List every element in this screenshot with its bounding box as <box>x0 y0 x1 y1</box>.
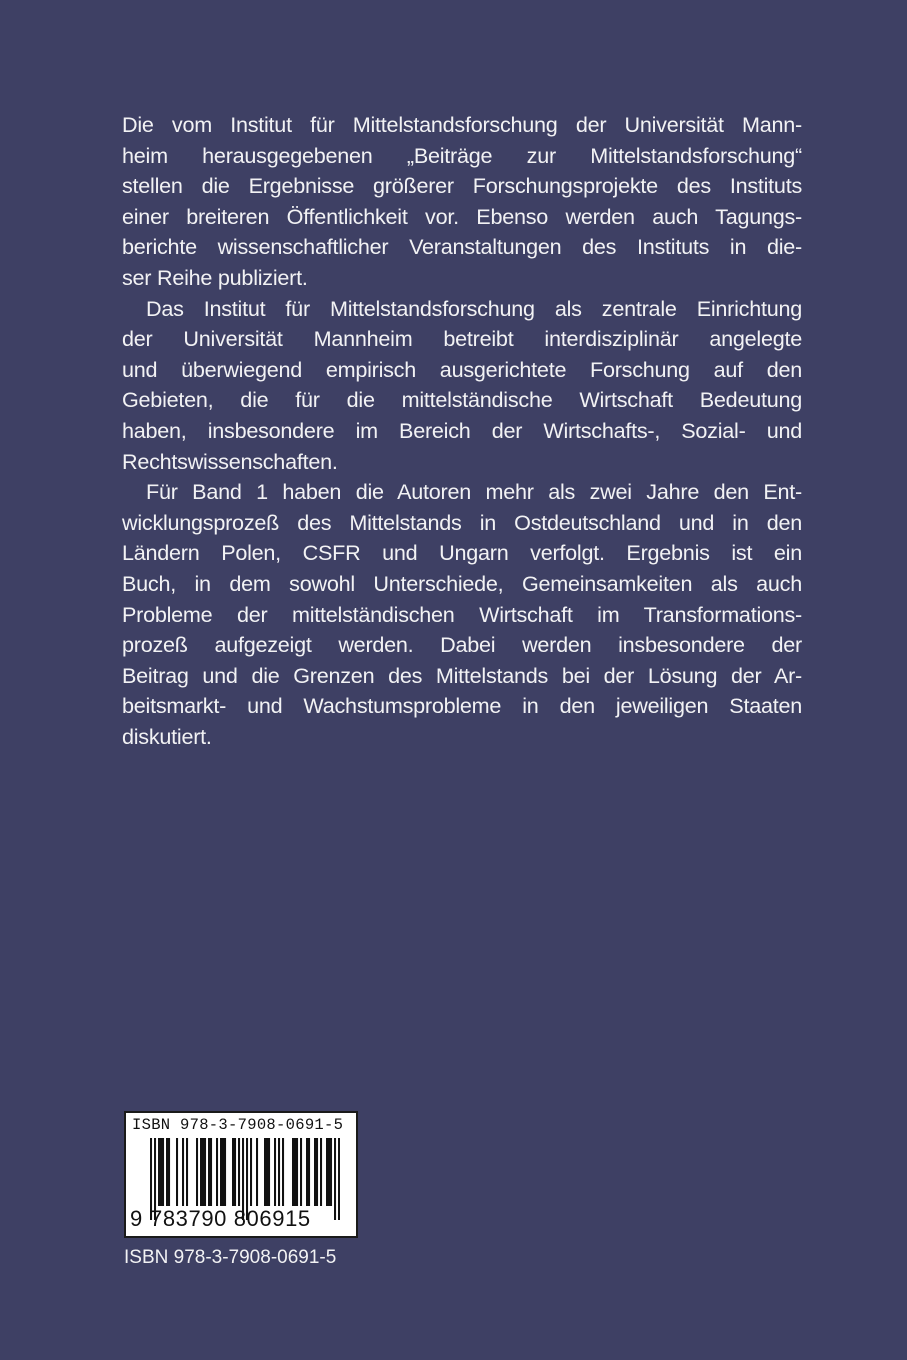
barcode-label <box>124 1111 358 1238</box>
blurb-line: Das Institut für Mittelstandsforschung als zentrale Einrichtung <box>146 295 802 321</box>
barcode-bar <box>300 1138 302 1206</box>
blurb-line: beitsmarkt- und Wachstumsprobleme in den jeweiligen Staaten <box>122 693 802 719</box>
barcode-bar <box>160 1138 162 1206</box>
blurb-line: Die vom Institut für Mittelstandsforschung der Universität Mann- <box>122 112 802 137</box>
barcode-bar <box>306 1138 308 1206</box>
barcode-bar <box>314 1138 316 1206</box>
blurb-line: und überwiegend empirisch ausgerichtete Forschung auf den <box>122 356 802 382</box>
barcode-bar <box>220 1138 222 1206</box>
barcode-bar <box>166 1138 168 1206</box>
blurb-line: Probleme der mittelständischen Wirtschaft im Transformations- <box>122 601 802 627</box>
barcode-bar <box>232 1138 234 1206</box>
blurb-line: ser Reihe publiziert. <box>122 264 308 290</box>
barcode-bar <box>278 1138 280 1206</box>
barcode-first-digit: 9 <box>130 1206 143 1231</box>
blurb-line: stellen die Ergebnisse größerer Forschungsprojekte des Instituts <box>122 173 802 199</box>
barcode-bar <box>316 1138 318 1206</box>
blurb-line: haben, insbesondere im Bereich der Wirtschafts-, Sozial- und <box>122 417 802 443</box>
barcode-bar <box>338 1138 340 1220</box>
barcode-bar <box>256 1138 258 1206</box>
barcode-bar <box>294 1138 296 1206</box>
barcode-bar <box>196 1138 198 1206</box>
barcode-bar <box>158 1138 160 1206</box>
barcode-digits: 783790 806915 <box>150 1206 311 1231</box>
barcode-bar <box>186 1138 188 1206</box>
blurb-line: der Universität Mannheim betreibt interdisziplinär angelegte <box>122 326 802 352</box>
barcode-bar <box>182 1138 184 1206</box>
barcode-bar <box>334 1138 336 1220</box>
barcode-bar <box>234 1138 236 1206</box>
barcode-bar <box>222 1138 224 1206</box>
isbn-text: ISBN 978-3-7908-0691-5 <box>124 1247 337 1268</box>
barcode-bar <box>200 1138 202 1206</box>
barcode-bar <box>168 1138 170 1206</box>
barcode-bar <box>330 1138 332 1206</box>
barcode-bar <box>328 1138 330 1206</box>
barcode-bar <box>282 1138 284 1206</box>
barcode-bar <box>208 1138 210 1206</box>
blurb-line: prozeß aufgezeigt werden. Dabei werden insbesondere der <box>122 632 802 658</box>
blurb-line: Rechtswissenschaften. <box>122 448 338 474</box>
blurb-line: heim herausgegebenen „Beiträge zur Mittelstandsforschung“ <box>122 142 802 168</box>
barcode-bar <box>204 1138 206 1206</box>
blurb-line: einer breiteren Öffentlichkeit vor. Ebenso werden auch Tagungs- <box>122 203 802 229</box>
blurb-line: Gebieten, die für die mittelständische Wirtschaft Bedeutung <box>122 387 802 413</box>
barcode-bar <box>210 1138 212 1206</box>
barcode-bar <box>292 1138 294 1206</box>
barcode-bar <box>308 1138 310 1206</box>
barcode-bar <box>266 1138 268 1206</box>
barcode-bar <box>326 1138 328 1206</box>
barcode-bar <box>268 1138 270 1206</box>
blurb-line: diskutiert. <box>122 723 212 749</box>
barcode-bar <box>250 1138 252 1206</box>
barcode-bar <box>238 1138 240 1206</box>
barcode-bar <box>274 1138 276 1206</box>
barcode-bar <box>296 1138 298 1206</box>
barcode-bar <box>224 1138 226 1206</box>
blurb-line: Ländern Polen, CSFR und Ungarn verfolgt. Ergebnis ist ein <box>122 540 802 566</box>
barcode-bar <box>264 1138 266 1206</box>
back-cover-blurb <box>122 110 802 752</box>
barcode-bar <box>176 1138 178 1206</box>
blurb-line: Für Band 1 haben die Autoren mehr als zwei Jahre den Ent- <box>146 479 802 505</box>
blurb-line: berichte wissenschaftlicher Veranstaltungen des Instituts in die- <box>122 234 802 260</box>
barcode-bar <box>320 1138 322 1206</box>
barcode-isbn-text: ISBN 978-3-7908-0691-5 <box>132 1116 344 1134</box>
blurb-line: Beitrag und die Grenzen des Mittelstands bei der Lösung der Ar- <box>122 662 802 688</box>
barcode-bar <box>216 1138 218 1206</box>
blurb-line: Buch, in dem sowohl Unterschiede, Gemeinsamkeiten als auch <box>122 570 802 596</box>
barcode-bar <box>202 1138 204 1206</box>
barcode-bar <box>162 1138 164 1206</box>
blurb-line: wicklungsprozeß des Mittelstands in Ostdeutschland und in den <box>122 509 802 535</box>
